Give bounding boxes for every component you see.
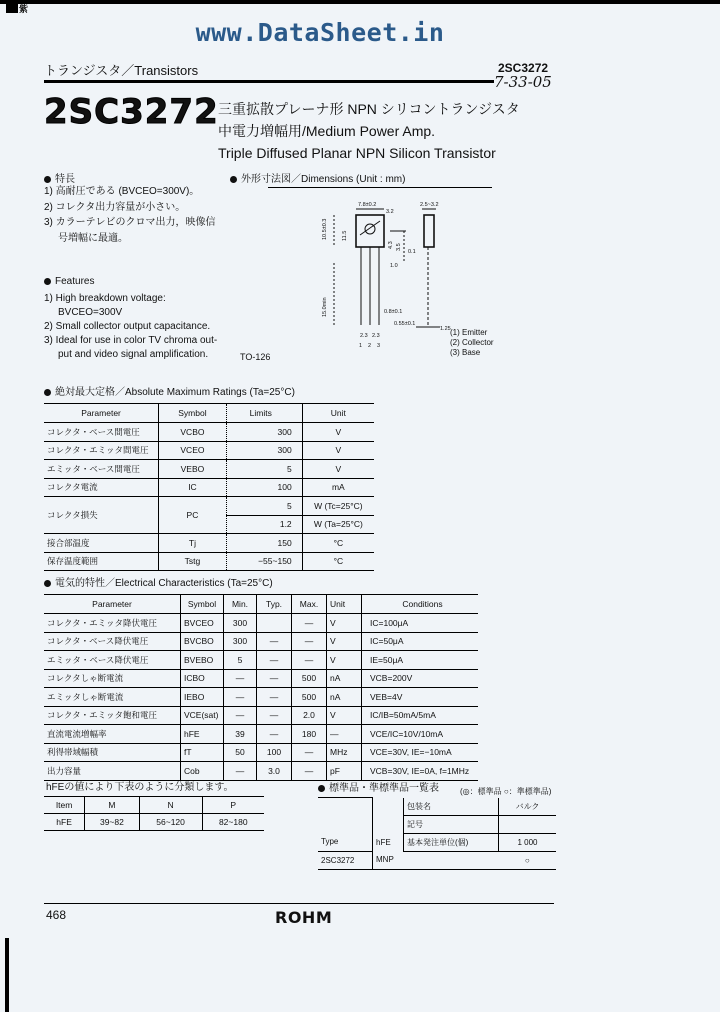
- cell-conditions: VCE=30V, IE=−10mA: [362, 743, 479, 762]
- cell-conditions: IC=100μA: [362, 614, 479, 633]
- table-row: [44, 614, 478, 633]
- cell-symbol: IC: [159, 478, 227, 497]
- column-header: Item: [44, 797, 85, 814]
- cell-unit: W (Ta=25°C): [302, 515, 374, 534]
- cell-conditions: VCB=30V, IE=0A, f=1MHz: [362, 762, 479, 781]
- table-row: [44, 725, 478, 744]
- dim-label: 1.0: [390, 263, 398, 269]
- cell: 82~180: [202, 814, 264, 831]
- cell-parameter: エミッタ・ベース間電圧: [44, 460, 159, 479]
- column-header: Symbol: [181, 595, 224, 614]
- package-label: TO-126: [240, 352, 271, 362]
- column-header: Max.: [292, 595, 327, 614]
- cell-min: —: [224, 688, 257, 707]
- elec-char-table: [44, 594, 478, 781]
- part-number-header: 2SC3272: [498, 61, 549, 75]
- cell-max: —: [292, 743, 327, 762]
- table-row: [318, 815, 556, 833]
- cell-symbol: hFE: [181, 725, 224, 744]
- corner-glyph: 紫: [19, 4, 29, 14]
- cell-limit: 150: [226, 534, 302, 553]
- cell-symbol: Tj: [159, 534, 227, 553]
- dim-label: 0.55±0.1: [394, 321, 416, 327]
- dim-label: 7.8±0.2: [358, 202, 377, 208]
- cell-unit: —: [327, 725, 362, 744]
- hfe-class-note: hFEの値により下表のように分類します。: [46, 782, 234, 793]
- table-row: [44, 814, 264, 831]
- cell-parameter: コレクタ・エミッタ飽和電圧: [44, 706, 181, 725]
- cell-max: —: [292, 632, 327, 651]
- dim-label: 1.25: [440, 326, 451, 332]
- column-header: Limits: [226, 404, 302, 423]
- cell-unit: °C: [302, 552, 374, 571]
- cell-symbol: BVCEO: [181, 614, 224, 633]
- column-header: Parameter: [44, 404, 159, 423]
- cell-parameter: コレクタ電流: [44, 478, 159, 497]
- column-header: Conditions: [362, 595, 479, 614]
- label-packaging: 包装名: [404, 798, 499, 816]
- row-hfe: MNP: [373, 851, 404, 869]
- application: 中電力増幅用/Medium Power Amp.: [218, 123, 436, 139]
- bullet-icon: [230, 176, 237, 183]
- features-en-item: put and video signal amplification.: [58, 349, 209, 360]
- hfe-class-table: [44, 796, 264, 831]
- column-header: N: [139, 797, 202, 814]
- dimensions-heading: 外形寸法図／Dimensions (Unit : mm): [230, 170, 405, 185]
- cell-max: —: [292, 762, 327, 781]
- table-row: [44, 478, 374, 497]
- cell-parameter: 保存温度範囲: [44, 552, 159, 571]
- cell-parameter: エミッタしゃ断電流: [44, 688, 181, 707]
- en-description: Triple Diffused Planar NPN Silicon Transistor: [218, 145, 496, 161]
- bullet-icon: [44, 389, 51, 396]
- cell-parameter: コレクタ損失: [44, 497, 159, 534]
- dim-label: 2.3: [360, 333, 368, 339]
- cell-conditions: VCE/IC=10V/10mA: [362, 725, 479, 744]
- value-min-order: 1 000: [499, 833, 557, 851]
- features-jp-list: [44, 184, 215, 246]
- features-jp-item: 3) カラーテレビのクロマ出力，映像信: [44, 217, 216, 228]
- bullet-icon: [44, 580, 51, 587]
- cell-parameter: 利得帯域幅積: [44, 743, 181, 762]
- handwritten-code: 7-33-05: [494, 73, 552, 91]
- dim-label: 3.5: [396, 243, 402, 251]
- cell-symbol: VCEO: [159, 441, 227, 460]
- bullet-icon: [44, 278, 51, 285]
- table-row: [44, 632, 478, 651]
- table-row: [44, 669, 478, 688]
- table-row: [44, 688, 478, 707]
- features-jp-item: 2) コレクタ出力容量が小さい。: [44, 201, 186, 213]
- brand-logo: ROHM: [275, 908, 333, 927]
- cell-symbol: BVEBO: [181, 651, 224, 670]
- watermark-link[interactable]: www.DataSheet.in: [195, 18, 445, 47]
- row-mark: ○: [499, 851, 557, 869]
- pin-legend-item: (3) Base: [450, 348, 481, 357]
- cell-max: 500: [292, 669, 327, 688]
- cell-max: —: [292, 614, 327, 633]
- cell-symbol: fT: [181, 743, 224, 762]
- footer-rule: [44, 903, 554, 904]
- cell-limit: 100: [226, 478, 302, 497]
- cell-typ: —: [257, 688, 292, 707]
- pin-legend-item: (2) Collector: [450, 338, 494, 347]
- std-products-heading: 標準品・準標準品一覧表: [318, 779, 439, 794]
- cell-min: —: [224, 706, 257, 725]
- cell-symbol: Tstg: [159, 552, 227, 571]
- dim-label: 2.3: [372, 333, 380, 339]
- dim-label: 3.2: [386, 209, 394, 215]
- column-header: M: [85, 797, 140, 814]
- features-en-item: 3) Ideal for use in color TV chroma out-: [44, 335, 218, 346]
- std-products-legend: (◎：標準品 ○：準標準品): [460, 787, 552, 796]
- cell-unit: nA: [327, 688, 362, 707]
- cell-limit: −55~150: [226, 552, 302, 571]
- cell-conditions: IC/IB=50mA/5mA: [362, 706, 479, 725]
- cell-symbol: VCBO: [159, 423, 227, 442]
- std-products-table: [318, 797, 556, 870]
- cell-unit: V: [327, 651, 362, 670]
- row-type: 2SC3272: [318, 851, 373, 869]
- table-header-row: [44, 404, 374, 423]
- pin-number: 2: [368, 343, 372, 349]
- features-jp-item: 1) 高耐圧である (BVCEO=300V)。: [44, 186, 200, 197]
- cell-symbol: Cob: [181, 762, 224, 781]
- part-number-title: 2SC3272: [44, 92, 219, 132]
- table-row: [44, 441, 374, 460]
- cell-conditions: VCB=200V: [362, 669, 479, 688]
- value-packaging: バルク: [499, 798, 557, 816]
- features-en-item: 1) High breakdown voltage:: [44, 293, 166, 304]
- cell-typ: —: [257, 669, 292, 688]
- pin-legend-item: (1) Emitter: [450, 328, 488, 337]
- cell-unit: mA: [302, 478, 374, 497]
- column-header: Typ.: [257, 595, 292, 614]
- cell-symbol: BVCBO: [181, 632, 224, 651]
- features-en-heading: Features: [44, 276, 94, 287]
- cell-parameter: コレクタ・エミッタ降伏電圧: [44, 614, 181, 633]
- cell-typ: 100: [257, 743, 292, 762]
- features-en-list: [44, 292, 217, 362]
- column-header: Unit: [302, 404, 374, 423]
- cell-unit: MHz: [327, 743, 362, 762]
- label-min-order: 基本発注単位(個): [404, 833, 499, 851]
- bullet-icon: [318, 785, 325, 792]
- dim-label: 15.0min: [322, 297, 328, 317]
- table-row: [318, 851, 556, 869]
- table-row: [44, 743, 478, 762]
- dim-label: 4.3: [388, 241, 394, 249]
- cell-symbol: PC: [159, 497, 227, 534]
- cell-min: 50: [224, 743, 257, 762]
- cell-limit: 5: [226, 460, 302, 479]
- cell-limit: 300: [226, 441, 302, 460]
- column-header: Parameter: [44, 595, 181, 614]
- dim-label: 10.5±0.3: [322, 218, 328, 240]
- scan-corner-mark: [6, 3, 18, 13]
- cell-min: 39: [224, 725, 257, 744]
- pin-number: 1: [359, 343, 363, 349]
- cell-parameter: エミッタ・ベース降伏電圧: [44, 651, 181, 670]
- column-header: P: [202, 797, 264, 814]
- cell-typ: —: [257, 651, 292, 670]
- bullet-icon: [44, 176, 51, 183]
- cell-min: —: [224, 669, 257, 688]
- table-row: [318, 798, 556, 816]
- features-jp-item: 号増幅に最適。: [58, 232, 128, 244]
- scan-top-edge: [0, 0, 720, 4]
- cell-typ: 3.0: [257, 762, 292, 781]
- cell-unit: pF: [327, 762, 362, 781]
- abs-max-table: [44, 403, 374, 571]
- cell: 56~120: [139, 814, 202, 831]
- hfe-label: hFE: [373, 833, 404, 851]
- pin-number: 3: [377, 343, 381, 349]
- scan-margin-bar: [5, 938, 9, 1012]
- dim-label: 11.5: [342, 230, 348, 241]
- table-row: [44, 460, 374, 479]
- cell: hFE: [44, 814, 85, 831]
- cell-parameter: コレクタ・ベース間電圧: [44, 423, 159, 442]
- cell-unit: °C: [302, 534, 374, 553]
- cell-max: 500: [292, 688, 327, 707]
- cell-typ: —: [257, 725, 292, 744]
- table-header-row: [44, 797, 264, 814]
- cell-symbol: VCE(sat): [181, 706, 224, 725]
- header-rule: [44, 80, 494, 83]
- cell-conditions: IE=50μA: [362, 651, 479, 670]
- cell-max: 2.0: [292, 706, 327, 725]
- cell-conditions: VEB=4V: [362, 688, 479, 707]
- cell-unit: nA: [327, 669, 362, 688]
- cell-unit: V: [327, 706, 362, 725]
- cell-parameter: 出力容量: [44, 762, 181, 781]
- cell-limit: 1.2: [226, 515, 302, 534]
- table-row: [44, 497, 374, 516]
- column-header: Unit: [327, 595, 362, 614]
- table-header-row: [44, 595, 478, 614]
- cell-min: 5: [224, 651, 257, 670]
- cell: 39~82: [85, 814, 140, 831]
- cell-unit: W (Tc=25°C): [302, 497, 374, 516]
- cell-unit: V: [302, 423, 374, 442]
- label-code: 記号: [404, 815, 499, 833]
- value-code: [499, 815, 557, 833]
- cell-min: —: [224, 762, 257, 781]
- title-block: [218, 98, 520, 164]
- cell-typ: —: [257, 632, 292, 651]
- cell-parameter: 直流電流増幅率: [44, 725, 181, 744]
- cell-symbol: VEBO: [159, 460, 227, 479]
- cell-typ: —: [257, 706, 292, 725]
- cell-min: 300: [224, 632, 257, 651]
- cell-symbol: ICBO: [181, 669, 224, 688]
- column-header: Min.: [224, 595, 257, 614]
- cell-symbol: IEBO: [181, 688, 224, 707]
- abs-max-heading: 絶対最大定格／Absolute Maximum Ratings (Ta=25°C): [44, 383, 295, 398]
- page-number: 468: [46, 908, 67, 922]
- cell-unit: V: [302, 441, 374, 460]
- features-en-item: BVCEO=300V: [58, 307, 123, 318]
- cell-limit: 5: [226, 497, 302, 516]
- cell-parameter: コレクタ・エミッタ間電圧: [44, 441, 159, 460]
- dim-label: 2.5~3.2: [420, 202, 439, 208]
- table-row: [44, 651, 478, 670]
- cell-parameter: コレクタしゃ断電流: [44, 669, 181, 688]
- cell-conditions: IC=50μA: [362, 632, 479, 651]
- jp-description: 三重拡散プレーナ形 NPN シリコントランジスタ: [218, 101, 520, 117]
- cell-max: 180: [292, 725, 327, 744]
- pin-legend: [450, 328, 494, 358]
- column-header: Symbol: [159, 404, 227, 423]
- cell-parameter: 接合部温度: [44, 534, 159, 553]
- table-row: [44, 706, 478, 725]
- cell-max: —: [292, 651, 327, 670]
- elec-heading: 電気的特性／Electrical Characteristics (Ta=25°C): [44, 574, 273, 589]
- table-row: [44, 534, 374, 553]
- features-jp-heading: 特長: [44, 170, 75, 185]
- cell-min: 300: [224, 614, 257, 633]
- category-header: トランジスタ／Transistors: [44, 63, 199, 78]
- cell-limit: 300: [226, 423, 302, 442]
- table-row: [318, 833, 556, 851]
- dim-label: 0.8±0.1: [384, 309, 403, 315]
- cell-typ: [257, 614, 292, 633]
- cell-parameter: コレクタ・ベース降伏電圧: [44, 632, 181, 651]
- table-row: [44, 423, 374, 442]
- type-label: Type: [318, 833, 373, 851]
- features-en-item: 2) Small collector output capacitance.: [44, 321, 211, 332]
- table-row: [44, 552, 374, 571]
- cell-unit: V: [327, 614, 362, 633]
- cell-unit: V: [327, 632, 362, 651]
- cell-unit: V: [302, 460, 374, 479]
- dim-label: 0.1: [408, 249, 416, 255]
